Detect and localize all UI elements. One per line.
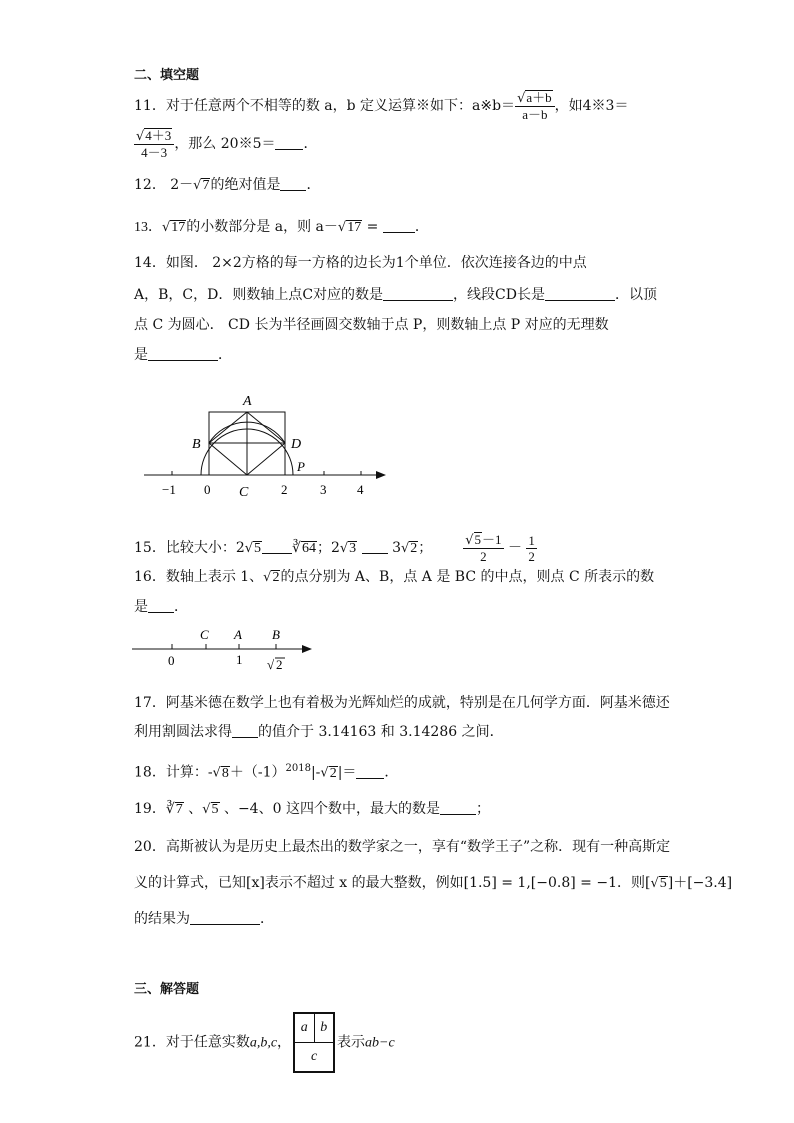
q15-fraction-2: $\frac{1}{2}$ xyxy=(528,532,535,564)
answer-blank[interactable] xyxy=(232,723,258,738)
answer-blank[interactable] xyxy=(362,539,388,554)
axis-arrow xyxy=(302,645,312,653)
q11-prefix: 11．对于任意两个不相等的数 a，b 定义运算※如下：a※b＝ xyxy=(134,98,516,114)
question-19: 19．∛7 、√5 、−4、0 这四个数中，最大的数是 ； xyxy=(134,801,490,817)
question-20-line3: 的结果为 ． xyxy=(134,911,274,927)
answer-blank[interactable] xyxy=(275,135,303,150)
label-C: C xyxy=(200,627,209,642)
q21-box-diagram: a b c xyxy=(293,1012,335,1073)
tick-3: 3 xyxy=(320,482,327,497)
label-C: C xyxy=(239,485,249,500)
answer-blank[interactable] xyxy=(190,910,260,925)
axis-arrow xyxy=(376,471,386,479)
answer-blank[interactable] xyxy=(148,598,174,613)
answer-blank[interactable] xyxy=(440,800,476,815)
label-B: B xyxy=(272,627,280,642)
question-11-cont: $\frac{√4+3}{4-3}$ ，那么 20※5＝ ． xyxy=(136,128,318,160)
question-14-line2: A，B，C，D．则数轴上点C对应的数是 ，线段CD长是 ．以顶 xyxy=(134,287,657,303)
label-D: D xyxy=(291,437,302,452)
answer-blank[interactable] xyxy=(383,218,415,233)
tick-4: 4 xyxy=(357,482,364,497)
q15-fraction-1: $\frac{√5-1}{2}$ xyxy=(465,532,502,564)
question-16-cont: 是 ． xyxy=(134,599,188,615)
svg-text:√: √ xyxy=(267,657,275,672)
figure-14-grid-diagram xyxy=(134,385,404,505)
question-15: 15．比较大小：2√5 ∛64；2√3 3√2； $\frac{√5-1}{2}$ － $\frac{1}{2}$ xyxy=(134,532,535,564)
question-17-line2: 利用割圆法求得 的值介于 3.14163 和 3.14286 之间． xyxy=(134,724,504,740)
question-21: 21．对于任意实数a,b,c， a b c 表示ab−c xyxy=(134,1012,395,1073)
q11-example-fraction: $\frac{√4+3}{4-3}$ xyxy=(134,128,174,160)
question-20-line1: 20．高斯被认为是历史上最杰出的数学家之一，享有“数学王子”之称．现有一种高斯定 xyxy=(134,839,671,855)
q11-fraction: $\frac{√a+b}{a-b}$ xyxy=(515,90,555,122)
tick-sqrt2: 2 xyxy=(276,657,283,672)
tick-neg1: −1 xyxy=(162,482,176,497)
question-14-line4: 是 ． xyxy=(134,347,232,363)
tick-2: 2 xyxy=(281,482,288,497)
tick-0: 0 xyxy=(204,482,211,497)
label-A: A xyxy=(234,627,242,642)
answer-blank[interactable] xyxy=(148,346,218,361)
answer-blank[interactable] xyxy=(383,286,453,301)
section-title-fill-blank: 二、填空题 xyxy=(134,68,200,83)
figure-16-number-line xyxy=(130,622,330,677)
question-17-line1: 17．阿基米德在数学上也有着极为光辉灿烂的成就，特别是在几何学方面．阿基米德还 xyxy=(134,695,670,711)
answer-blank[interactable] xyxy=(262,539,292,554)
tick-1: 1 xyxy=(236,652,243,667)
answer-blank[interactable] xyxy=(280,176,306,191)
label-P: P xyxy=(297,459,305,474)
label-A: A xyxy=(243,394,252,409)
q11-suffix: ，如4※3＝ xyxy=(554,98,629,114)
question-13: 13．√17的小数部分是 a，则 a－√17 = ． xyxy=(134,219,429,235)
question-11 xyxy=(134,90,628,122)
question-14-line3: 点 C 为圆心． CD 长为半径画圆交数轴于点 P，则数轴上点 P 对应的无理数 xyxy=(134,317,609,333)
question-12: 12． 2－√7的绝对值是 ． xyxy=(134,177,321,193)
answer-blank[interactable] xyxy=(545,286,615,301)
question-16: 16．数轴上表示 1、√2的点分别为 A、B，点 A 是 BC 的中点，则点 C 所表示的数 xyxy=(134,569,655,585)
question-20-line2: 义的计算式，已知[x]表示不超过 x 的最大整数，例如[1.5] = 1,[−0.8] = −1．则[√5]＋[−3.4] xyxy=(134,875,733,891)
question-18: 18．计算：$-√8+(-1)^{2018}|-√2|=$ ． xyxy=(134,763,399,781)
tick-0: 0 xyxy=(168,653,175,668)
question-14-line1: 14．如图． 2×2方格的每一方格的边长为1个单位．依次连接各边的中点 xyxy=(134,255,587,271)
label-B: B xyxy=(192,437,201,452)
answer-blank[interactable] xyxy=(356,764,384,779)
section-title-solve: 三、解答题 xyxy=(134,982,200,997)
